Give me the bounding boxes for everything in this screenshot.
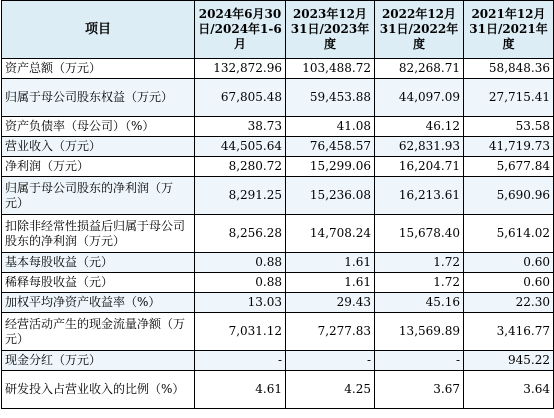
table-row [2, 351, 554, 371]
table-row [2, 79, 554, 117]
table-row [2, 253, 554, 273]
cell-value: 13.03 [195, 293, 286, 313]
table-row [2, 273, 554, 293]
cell-value: 53.58 [464, 117, 554, 137]
cell-value: 1.72 [375, 253, 464, 273]
cell-value: 13,569.89 [375, 313, 464, 351]
cell-value: 8,291.25 [195, 177, 286, 215]
cell-value: 59,453.88 [286, 79, 375, 117]
cell-value: 15,678.40 [375, 215, 464, 253]
cell-value: 16,213.61 [375, 177, 464, 215]
financial-data-table [1, 0, 554, 409]
header-2024h1: 2024年6月30日/2024年1-6月 [195, 1, 286, 59]
cell-value: 3.64 [464, 371, 554, 409]
cell-value: 1.72 [375, 273, 464, 293]
cell-value: 46.12 [375, 117, 464, 137]
table-row [2, 215, 554, 253]
cell-value: - [375, 351, 464, 371]
cell-value: 29.43 [286, 293, 375, 313]
cell-value: 7,277.83 [286, 313, 375, 351]
cell-value: 7,031.12 [195, 313, 286, 351]
table-row [2, 177, 554, 215]
row-label: 营业收入（万元） [2, 137, 195, 157]
cell-value: 3.67 [375, 371, 464, 409]
cell-value: 5,614.02 [464, 215, 554, 253]
row-label: 稀释每股收益（元） [2, 273, 195, 293]
cell-value: 8,280.72 [195, 157, 286, 177]
row-label: 经营活动产生的现金流量净额（万元） [2, 313, 195, 351]
cell-value: 58,848.36 [464, 59, 554, 79]
table-row [2, 157, 554, 177]
table-row [2, 313, 554, 351]
cell-value: 15,236.08 [286, 177, 375, 215]
row-label: 净利润（万元） [2, 157, 195, 177]
cell-value: 45.16 [375, 293, 464, 313]
cell-value: 0.60 [464, 253, 554, 273]
row-label: 扣除非经常性损益后归属于母公司股东的净利润（万元） [2, 215, 195, 253]
cell-value: 27,715.41 [464, 79, 554, 117]
cell-value: 4.61 [195, 371, 286, 409]
cell-value: 1.61 [286, 253, 375, 273]
cell-value: 0.88 [195, 273, 286, 293]
row-label: 资产总额（万元） [2, 59, 195, 79]
row-label: 归属于母公司股东权益（万元） [2, 79, 195, 117]
cell-value: 3,416.77 [464, 313, 554, 351]
row-label: 资产负债率（母公司）（%） [2, 117, 195, 137]
cell-value: 62,831.93 [375, 137, 464, 157]
header-2021: 2021年12月31日/2021年度 [464, 1, 554, 59]
table-row [2, 117, 554, 137]
table-row [2, 293, 554, 313]
cell-value: 67,805.48 [195, 79, 286, 117]
row-label: 归属于母公司股东的净利润（万元） [2, 177, 195, 215]
table-header-row [2, 1, 554, 59]
table-row [2, 59, 554, 79]
cell-value: 76,458.57 [286, 137, 375, 157]
cell-value: 0.88 [195, 253, 286, 273]
cell-value: 103,488.72 [286, 59, 375, 79]
cell-value: 4.25 [286, 371, 375, 409]
cell-value: 1.61 [286, 273, 375, 293]
cell-value: 44,505.64 [195, 137, 286, 157]
header-item: 项目 [2, 1, 195, 59]
row-label: 加权平均净资产收益率（%） [2, 293, 195, 313]
cell-value: 82,268.71 [375, 59, 464, 79]
cell-value: - [286, 351, 375, 371]
row-label: 基本每股收益（元） [2, 253, 195, 273]
table-row [2, 371, 554, 409]
cell-value: 38.73 [195, 117, 286, 137]
cell-value: 16,204.71 [375, 157, 464, 177]
cell-value: 5,677.84 [464, 157, 554, 177]
cell-value: 15,299.06 [286, 157, 375, 177]
cell-value: 41,719.73 [464, 137, 554, 157]
cell-value: 41.08 [286, 117, 375, 137]
cell-value: 5,690.96 [464, 177, 554, 215]
cell-value: 22.30 [464, 293, 554, 313]
cell-value: 14,708.24 [286, 215, 375, 253]
row-label: 研发投入占营业收入的比例（%） [2, 371, 195, 409]
header-2023: 2023年12月31日/2023年度 [286, 1, 375, 59]
cell-value: - [195, 351, 286, 371]
row-label: 现金分红（万元） [2, 351, 195, 371]
cell-value: 44,097.09 [375, 79, 464, 117]
cell-value: 0.60 [464, 273, 554, 293]
header-2022: 2022年12月31日/2022年度 [375, 1, 464, 59]
cell-value: 945.22 [464, 351, 554, 371]
table-row [2, 137, 554, 157]
cell-value: 132,872.96 [195, 59, 286, 79]
cell-value: 8,256.28 [195, 215, 286, 253]
